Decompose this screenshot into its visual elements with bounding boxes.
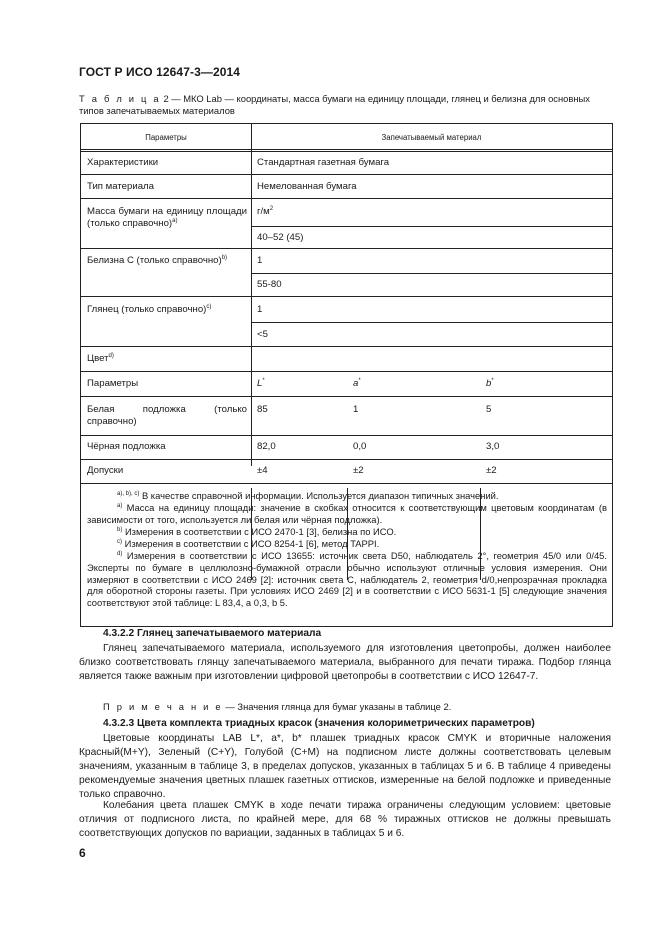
row-mass-unit bbox=[251, 206, 612, 218]
mass-label-text: Масса бумаги на единицу площади (только справочно) bbox=[87, 206, 247, 229]
a-letter: a bbox=[353, 378, 359, 389]
footnote-b bbox=[87, 526, 607, 538]
row-params-a bbox=[347, 378, 480, 390]
table-caption-label: Т а б л и ц а bbox=[79, 93, 161, 104]
footnote-b-text: Измерения в соответствии с ИСО 2470-1 [3], белизна по ИСО. bbox=[122, 526, 397, 537]
gloss-label-text: Глянец (только справочно) bbox=[87, 304, 207, 315]
row-whiteness-label bbox=[81, 255, 251, 267]
footnote-d bbox=[87, 550, 607, 609]
footnote-b-mark: b) bbox=[117, 527, 123, 533]
row-black-backing-b: 3,0 bbox=[486, 441, 500, 452]
mass-note-mark: a) bbox=[172, 218, 178, 224]
row-tolerances-a: ±2 bbox=[353, 465, 364, 476]
footnote-d-mark: d) bbox=[117, 551, 123, 557]
table-caption-text: 2 — МКО Lab — координаты, масса бумаги на единицу площади, глянец и белизна для основных типов запечатываемых материалов bbox=[79, 93, 590, 116]
footnote-a bbox=[87, 502, 607, 526]
section-4323-para1: Цветовые координаты LAB L*, a*, b* плашек триадных красок CMYK и вторичные наложения Красный(M+Y), Зеленый (C+Y), Голубой (C+M) на подписном листе должны соответствовать целевым значениям, указанным в таблице 3, в пределах допусков, указанных в таблицах 5 и 6. В таблице 4 приведены рекомендуемые значения цветных плашек газетных оттисков, измеренные на белой подложке и приведенные только справочно. bbox=[79, 733, 611, 800]
footnote-a-text: Масса на единицу площади: значение в скобках относится к соответствующим цветовым координатам (в зависимости от того, используется ли белая или чёрная подложка). bbox=[87, 502, 607, 525]
row-black-backing-label: Чёрная подложка bbox=[87, 441, 166, 452]
section-4322-heading: 4.3.2.2 Глянец запечатываемого материала bbox=[103, 628, 322, 639]
page-number: 6 bbox=[79, 846, 86, 860]
row-black-backing-L: 82,0 bbox=[257, 441, 276, 452]
row-gloss-value: <5 bbox=[257, 329, 268, 340]
header-material: Запечатываемый материал bbox=[381, 133, 482, 142]
L-star: * bbox=[262, 378, 265, 384]
row-characteristics-value: Стандартная газетная бумага bbox=[257, 157, 390, 168]
row-tolerances-b: ±2 bbox=[486, 465, 497, 476]
gloss-note-mark: c) bbox=[206, 304, 212, 310]
row-params-label: Параметры bbox=[87, 378, 139, 389]
a-star: * bbox=[358, 378, 361, 384]
header-parameters: Параметры bbox=[145, 133, 187, 142]
row-tolerances-L: ±4 bbox=[257, 465, 268, 476]
row-white-backing-L: 85 bbox=[257, 404, 268, 415]
row-tolerances-label: Допуски bbox=[87, 465, 124, 476]
footnote-c bbox=[87, 538, 607, 550]
footnote-abc bbox=[87, 490, 607, 502]
mass-unit-text: г/м bbox=[257, 206, 270, 217]
footnote-a-mark: a) bbox=[117, 503, 123, 509]
b-star: * bbox=[491, 378, 494, 384]
row-gloss-label bbox=[81, 304, 251, 316]
row-material-type-value: Немелованная бумага bbox=[257, 181, 357, 192]
data-table bbox=[80, 123, 613, 627]
row-white-backing-label: Белая подложка (только справочно) bbox=[87, 404, 247, 427]
section-4322-note bbox=[103, 701, 451, 712]
color-label-text: Цвет bbox=[87, 353, 109, 364]
footnote-c-text: Измерения в соответствии с ИСО 8254-1 [6], метод TAPPI. bbox=[122, 538, 380, 549]
row-whiteness-value: 55-80 bbox=[257, 279, 282, 290]
row-gloss-unit: 1 bbox=[257, 304, 263, 315]
row-white-backing-a: 1 bbox=[353, 404, 359, 415]
document-header: ГОСТ Р ИСО 12647-3—2014 bbox=[79, 65, 241, 79]
whiteness-note-mark: b) bbox=[221, 255, 228, 261]
row-characteristics-label: Характеристики bbox=[87, 157, 159, 168]
footnote-abc-text: В качестве справочной информации. Используется диапазон типичных значений. bbox=[139, 490, 499, 501]
row-whiteness-unit: 1 bbox=[257, 255, 263, 266]
section-4322-text: Глянец запечатываемого материала, используемого для изготовления цветопробы, должен наиболее близко соответствовать глянцу запечатываемого материала, выбранного для печати тиража. Подбор глянца является также важным при изготовлении цифровой цветопробы в соответствии с ИСО 12647-7. bbox=[79, 643, 611, 682]
row-color-label bbox=[81, 353, 612, 365]
row-mass-value: 40–52 (45) bbox=[257, 232, 304, 243]
color-note-mark: d) bbox=[108, 353, 114, 359]
mass-unit-sup: 2 bbox=[269, 206, 274, 212]
note-label: П р и м е ч а н и е bbox=[103, 701, 223, 712]
whiteness-label-text: Белизна С (только справочно) bbox=[87, 255, 222, 266]
row-params-L bbox=[251, 378, 347, 390]
row-mass-label bbox=[81, 206, 247, 230]
L-letter: L bbox=[257, 378, 263, 389]
footnote-abc-marks: a), b), c) bbox=[117, 491, 140, 497]
row-params-b bbox=[480, 378, 612, 390]
footnote-c-mark: c) bbox=[117, 539, 122, 545]
note-text: — Значения глянца для бумаг указаны в таблице 2. bbox=[222, 701, 452, 712]
b-letter: b bbox=[486, 378, 492, 389]
row-white-backing-b: 5 bbox=[486, 404, 492, 415]
footnote-d-text: Измерения в соответствии с ИСО 13655: источник света D50, наблюдатель 2°, геометрия 45/0 или 0/45. Эксперты по бумаге в целлюлозно-бумажной отрасли обычно используют отличные условия измерения. Они измеряют в соответствии с ИСО 2469 [2]: источник света С, наблюдатель 2, геометрия d/0,непрозрачная прокладка для оборотной стороны газеты. При условиях ИСО 2469 [2] и в соответствии с ИСО 5631-1 [5] следующие значения соответствуют этой таблице: L 83,4, a 0,3, b 5. bbox=[87, 550, 607, 609]
section-4323-heading: 4.3.2.3 Цвета комплекта триадных красок (значения колориметрических параметров) bbox=[103, 718, 535, 729]
row-material-type-label: Тип материала bbox=[87, 181, 154, 192]
section-4323-para2: Колебания цвета плашек CMYK в ходе печати тиража ограничены следующим условием: цветовые отличия от подписного листа, по крайней мере, для 68 % тиражных оттисков не должны превышать соответствующих допусков по вариации, заданных в таблицах 5 и 6. bbox=[79, 800, 611, 839]
table-caption bbox=[79, 93, 611, 116]
row-black-backing-a: 0,0 bbox=[353, 441, 367, 452]
